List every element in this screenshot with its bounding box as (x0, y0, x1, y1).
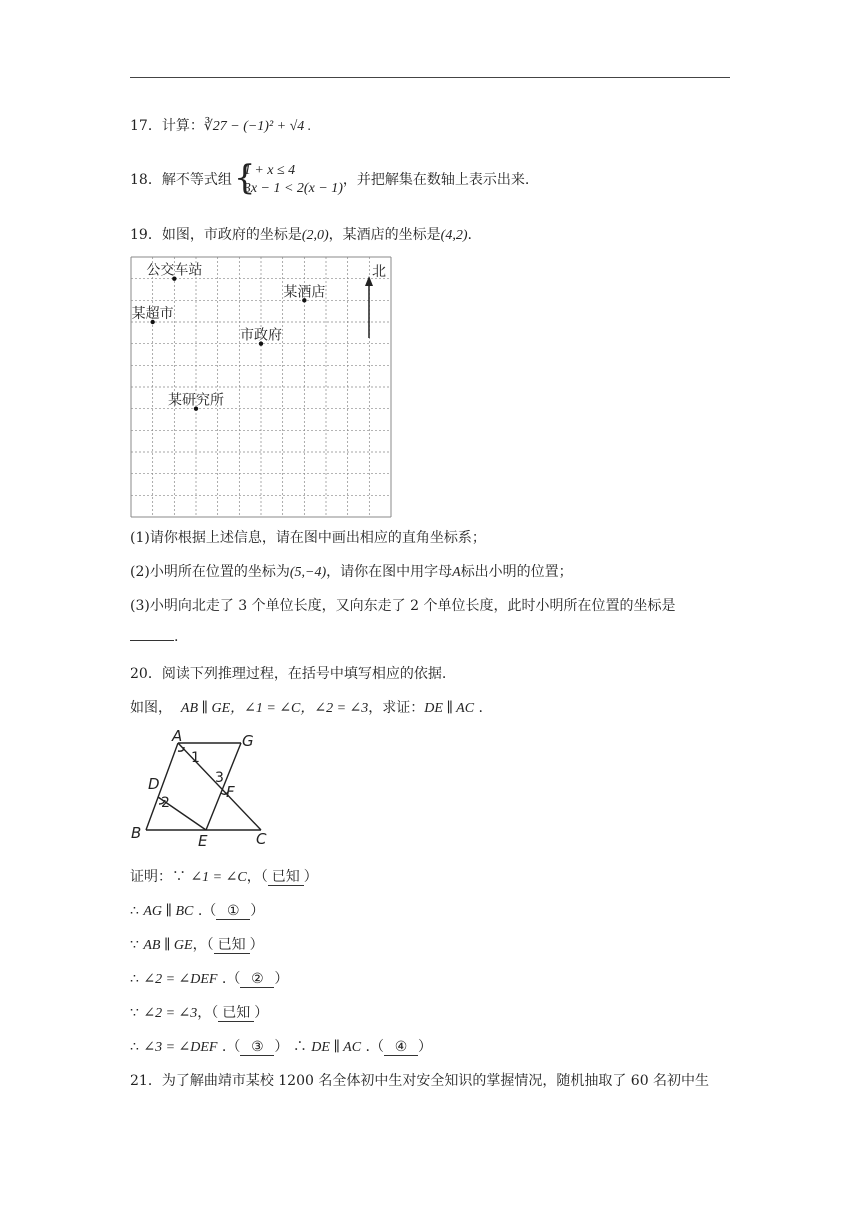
point-C: C (256, 830, 267, 848)
q19-part-1: (1)请你根据上述信息，请在图中画出相应的直角坐标系； (130, 530, 486, 546)
place-label: 市政府 (240, 327, 282, 344)
point-B: B (131, 824, 142, 842)
reason-blank-3[interactable]: ③ (240, 1040, 274, 1056)
north-label: 北 (372, 264, 386, 280)
grid-lines (131, 257, 391, 517)
question-20-given: 如图， AB ∥ GE，∠1 = ∠C，∠2 = ∠3，求证：DE ∥ AC . (130, 700, 483, 716)
angle-2-label: 2 (161, 795, 170, 811)
reason-blank[interactable]: 已知 (218, 1006, 254, 1022)
point-D: D (148, 775, 160, 793)
inequality-system: { 1 + x ≤ 4 3x − 1 < 2(x − 1) (233, 158, 343, 198)
place-label: 公交车站 (146, 262, 203, 279)
question-17: 17．计算：∛27 − (−1)² + √4 . (130, 118, 312, 134)
reason-blank[interactable]: ② (240, 972, 274, 988)
north-arrow (365, 264, 386, 338)
question-21: 21．为了解曲靖市某校 1200 名全体初中生对安全知识的掌握情况，随机抽取了 60 名初中生 (130, 1073, 710, 1089)
proof-step-4: ∴ ∠2 = ∠DEF .（ ② ） (130, 971, 289, 987)
place-label: 某酒店 (283, 284, 326, 301)
proof-step-6: ∴ ∠3 = ∠DEF .（ ③ ） ∴ DE ∥ AC .（ ④ ） (130, 1039, 432, 1055)
answer-blank[interactable] (130, 628, 174, 641)
geometry-figure (128, 730, 278, 852)
places-layer (132, 262, 326, 411)
q19-part-3: (3)小明向北走了 3 个单位长度，又向东走了 2 个单位长度，此时小明所在位置的坐标是 (130, 598, 676, 614)
q19-part-3-answer: . (130, 628, 178, 646)
question-19-intro: 19．如图，市政府的坐标是(2,0)，某酒店的坐标是(4,2). (130, 227, 472, 243)
q17-expression: ∛27 − (−1)² + √4 . (203, 119, 312, 134)
place-label: 某超市 (131, 306, 174, 322)
question-20-intro: 20．阅读下列推理过程，在括号中填写相应的依据. (130, 666, 447, 682)
point-A: A (172, 730, 183, 745)
proof-step-5: ∵ ∠2 = ∠3，（ 已知 ） (130, 1005, 269, 1021)
reason-blank[interactable]: 已知 (214, 938, 250, 954)
reason-blank[interactable]: 已知 (268, 870, 304, 886)
angle-1-label: 1 (191, 750, 200, 766)
map-grid-figure (130, 256, 392, 518)
proof-step-1: 证明：∵ ∠1 = ∠C，（ 已知 ） (130, 869, 318, 885)
header-rule (130, 77, 730, 78)
question-18: 18．解不等式组 { 1 + x ≤ 4 3x − 1 < 2(x − 1) ，并把解集在数轴上表示出来. (130, 158, 530, 198)
proof-step-3: ∵ AB ∥ GE，（ 已知 ） (130, 937, 264, 953)
reason-blank[interactable]: ① (216, 904, 250, 920)
proof-step-2: ∴ AG ∥ BC .（ ① ） (130, 903, 265, 919)
angle-3-label: 3 (215, 770, 224, 786)
point-F: F (226, 783, 235, 801)
point-E: E (198, 832, 208, 850)
q19-part-2: (2)小明所在位置的坐标为(5,−4)，请你在图中用字母A标出小明的位置； (130, 564, 573, 580)
place-label: 某研究所 (168, 392, 224, 409)
point-G: G (242, 732, 254, 750)
reason-blank-4[interactable]: ④ (384, 1040, 418, 1056)
